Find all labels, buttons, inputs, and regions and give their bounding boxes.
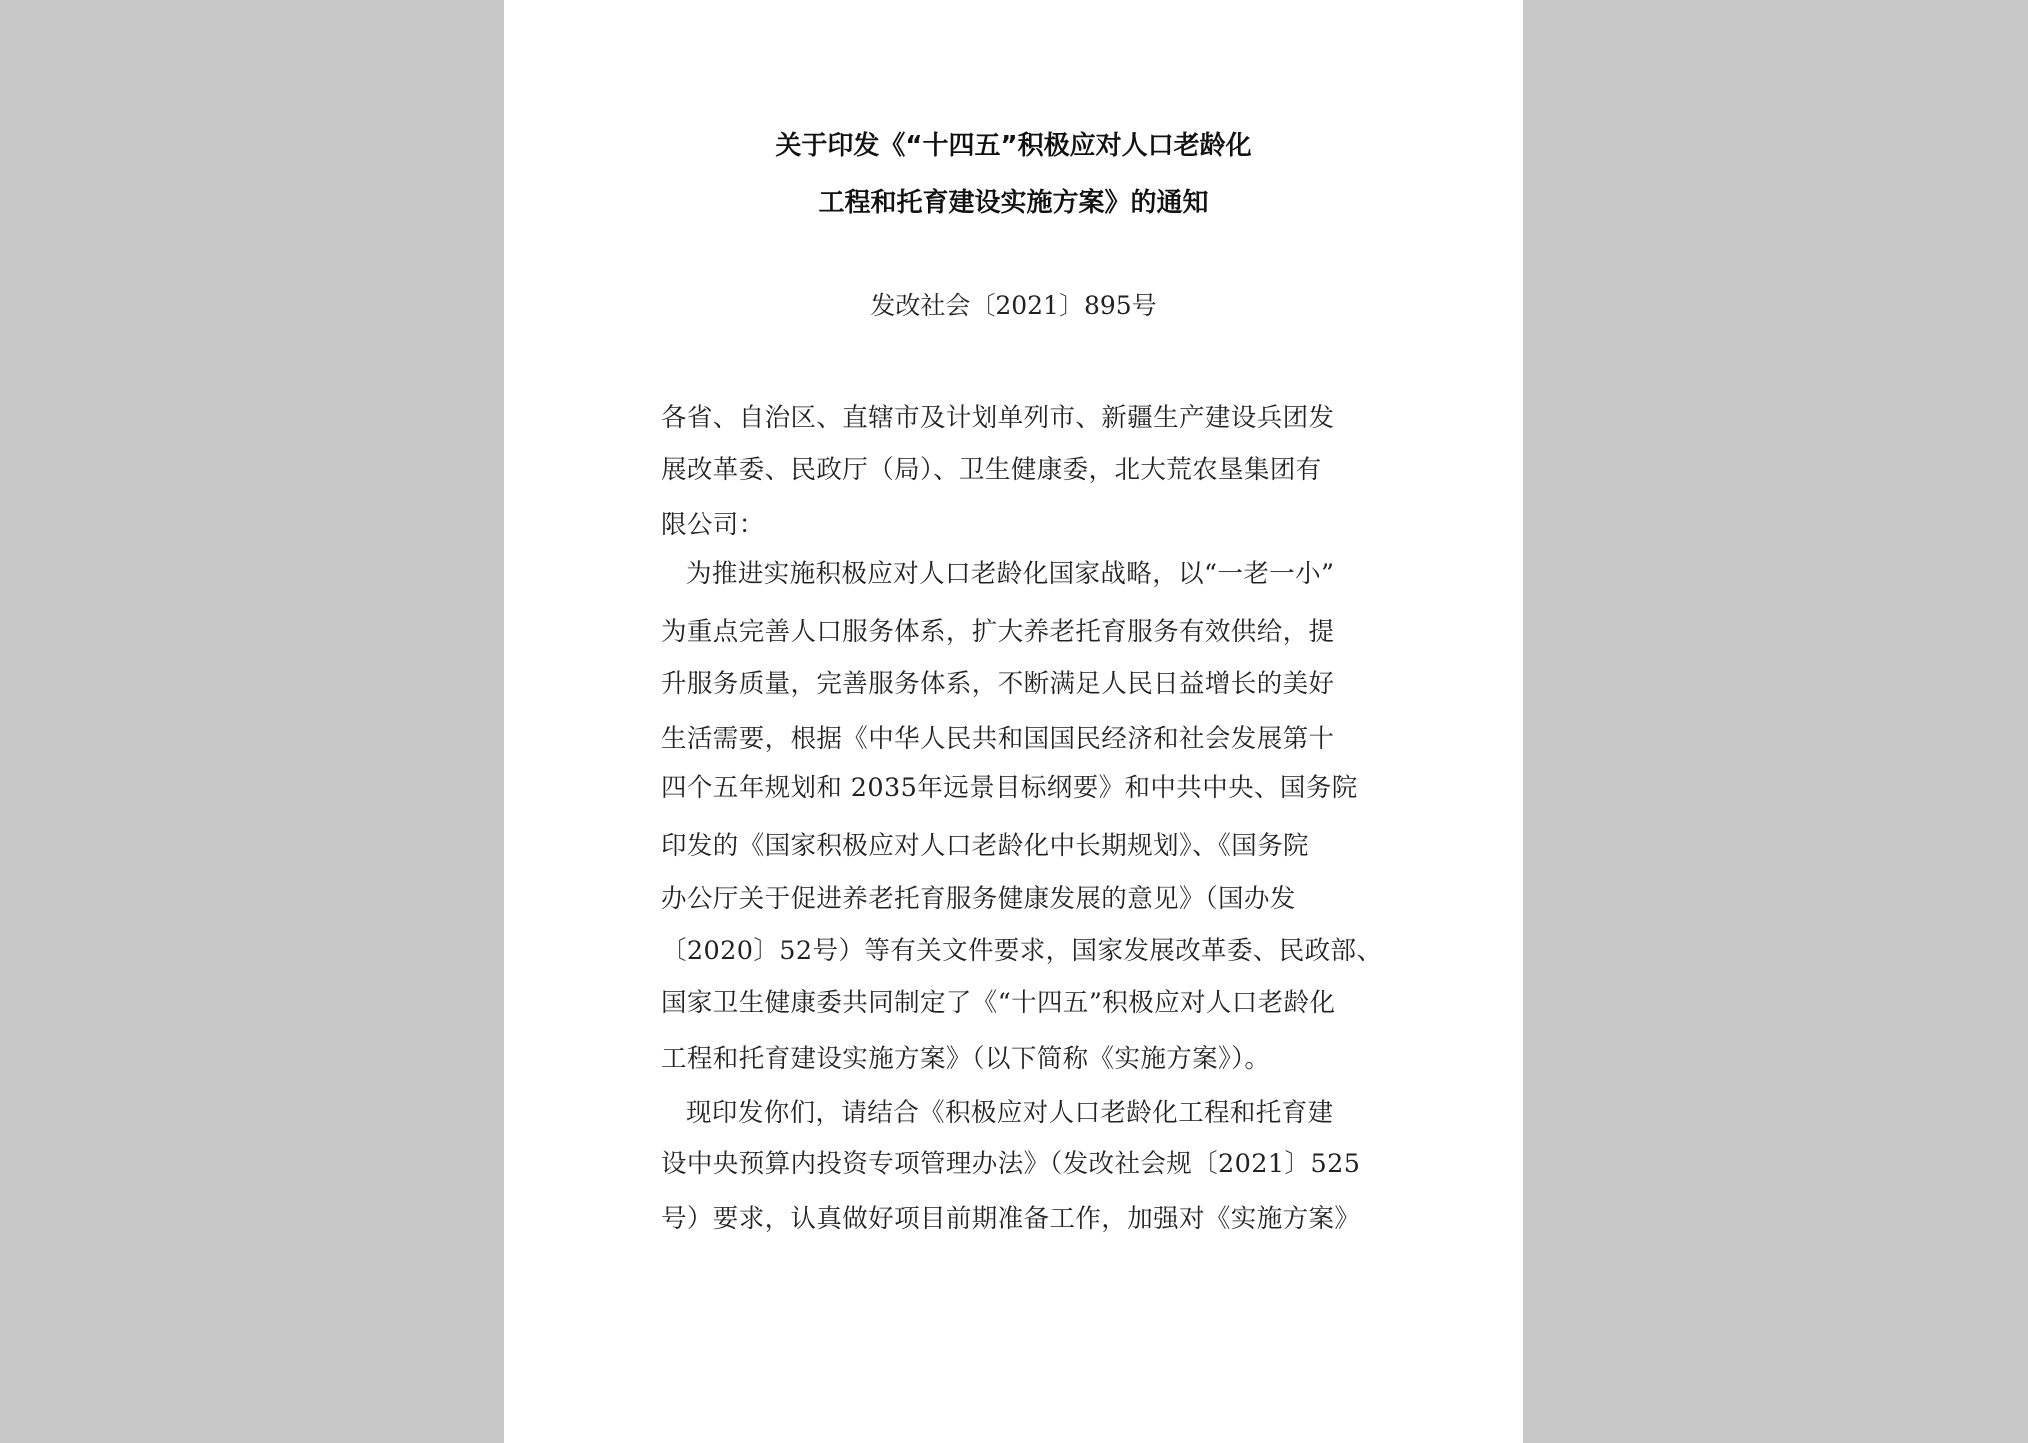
addressee-line: 展改革委、民政厅（局）、卫生健康委，北大荒农垦集团有 [661,455,1322,485]
paragraph-1-line: 〔2020〕52号）等有关文件要求，国家发展改革委、民政部、 [661,936,1383,966]
document-number: 发改社会〔2021〕895号 [870,291,1157,320]
paragraph-1-line: 为推进实施积极应对人口老龄化国家战略，以“一老一小” [686,559,1335,589]
addressee-line: 限公司： [661,510,765,540]
paragraph-2-line: 现印发你们，请结合《积极应对人口老龄化工程和托育建 [686,1098,1334,1128]
paragraph-1-line: 印发的《国家积极应对人口老龄化中长期规划》、《国务院 [661,831,1309,861]
document-page [504,0,1523,1443]
paragraph-1-line: 为重点完善人口服务体系，扩大养老托育服务有效供给，提 [661,617,1335,647]
paragraph-1-line: 国家卫生健康委共同制定了《“十四五”积极应对人口老龄化 [661,988,1336,1018]
document-title-line-2: 工程和托育建设实施方案》的通知 [818,188,1209,218]
paragraph-1-line: 工程和托育建设实施方案》（以下简称《实施方案》）。 [661,1044,1271,1074]
paragraph-1-line: 四个五年规划和 2035年远景目标纲要》和中共中央、国务院 [661,773,1358,803]
document-title-line-1: 关于印发《“十四五”积极应对人口老龄化 [775,131,1252,161]
paragraph-1-line: 生活需要，根据《中华人民共和国国民经济和社会发展第十 [661,724,1335,754]
paragraph-1-line: 办公厅关于促进养老托育服务健康发展的意见》（国办发 [661,884,1296,914]
paragraph-1-line: 升服务质量，完善服务体系，不断满足人民日益增长的美好 [661,669,1335,699]
paragraph-2-line: 号）要求，认真做好项目前期准备工作，加强对《实施方案》 [661,1204,1361,1234]
addressee-line: 各省、自治区、直辖市及计划单列市、新疆生产建设兵团发 [661,403,1335,433]
paragraph-2-line: 设中央预算内投资专项管理办法》（发改社会规〔2021〕525 [661,1149,1361,1179]
